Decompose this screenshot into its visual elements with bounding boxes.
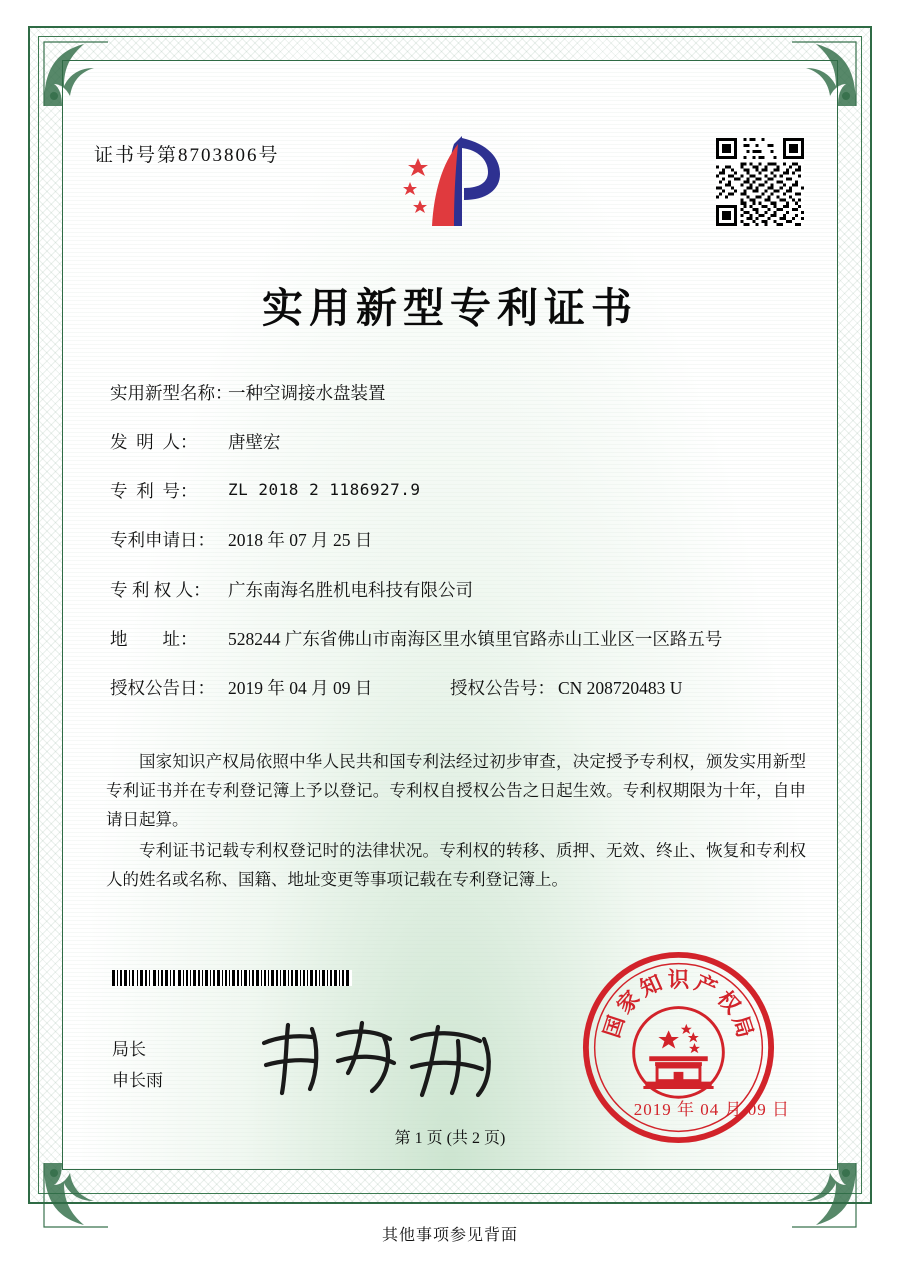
field-label: 实用新型名称： (110, 383, 233, 403)
page-number: 第 1 页 (共 2 页) (394, 1130, 506, 1147)
field-row-application-date (110, 527, 800, 554)
field-value: ZL 2018 2 1186927.9 (228, 480, 421, 500)
field-value: 唐壁宏 (228, 432, 281, 453)
field-row-grant-announcement (110, 675, 800, 702)
signer-role: 局长 (112, 1040, 146, 1059)
footnote: 其他事项参见背面 (381, 1227, 518, 1244)
field-value: 528244 广东省佛山市南海区里水镇里官路赤山工业区一区路五号 (228, 628, 723, 649)
svg-text:国: 国 (599, 1012, 630, 1041)
field-row-address (110, 626, 800, 653)
field-label: 授权公告号： (450, 677, 555, 698)
field-label: 专 利 权 人： (110, 579, 211, 600)
field-label: 地 址： (110, 628, 198, 649)
field-label: 专利申请日： (110, 530, 215, 551)
grant-number-group (450, 675, 800, 702)
field-label: 授权公告日： (110, 677, 215, 698)
page-title: 实用新型专利证书 (262, 284, 638, 332)
field-row-patent-number (110, 478, 800, 505)
svg-text:产: 产 (691, 970, 721, 1002)
seal-date: 2019 年 04 月 09 日 (633, 1100, 790, 1119)
field-label: 专 利 号： (110, 481, 198, 502)
field-label: 发 明 人： (110, 432, 198, 453)
field-row-patentee (110, 577, 800, 604)
svg-text:局: 局 (727, 1012, 758, 1041)
certificate-fields (110, 380, 800, 712)
field-value: CN 208720483 U (558, 677, 683, 698)
field-value: 一种空调接水盘装置 (228, 383, 386, 403)
barcode-icon (112, 970, 352, 986)
handwritten-signature-icon (252, 1015, 522, 1105)
cnipa-logo-icon (392, 130, 527, 245)
signer-block (112, 1035, 163, 1096)
field-value: 2018 年 07 月 25 日 (228, 530, 373, 551)
svg-text:权: 权 (712, 986, 745, 1019)
certificate-number: 证书号第8703806号 (94, 145, 280, 166)
qr-code-icon (716, 138, 804, 226)
field-value: 广东南海名胜机电科技有限公司 (228, 579, 473, 600)
legal-paragraphs (106, 748, 806, 896)
certificate-content (62, 60, 838, 1170)
legal-paragraph: 国家知识产权局依照中华人民共和国专利法经过初步审查，决定授予专利权，颁发实用新型专利证书并在专利登记簿上予以登记。专利权自授权公告之日起生效。专利权期限为十年，自申请日起算。 (106, 752, 806, 829)
field-row-name (110, 380, 800, 407)
svg-text:识: 识 (667, 968, 690, 993)
svg-text:家: 家 (612, 986, 645, 1019)
field-value: 2019 年 04 月 09 日 (228, 677, 373, 698)
grant-date-group (110, 675, 450, 702)
field-row-inventor (110, 429, 800, 456)
signer-name: 申长雨 (112, 1070, 163, 1090)
legal-paragraph: 专利证书记载专利权登记时的法律状况。专利权的转移、质押、无效、终止、恢复和专利权人的姓名或名称、国籍、地址变更等事项记载在专利登记簿上。 (106, 840, 806, 889)
svg-text:知: 知 (636, 970, 666, 1002)
